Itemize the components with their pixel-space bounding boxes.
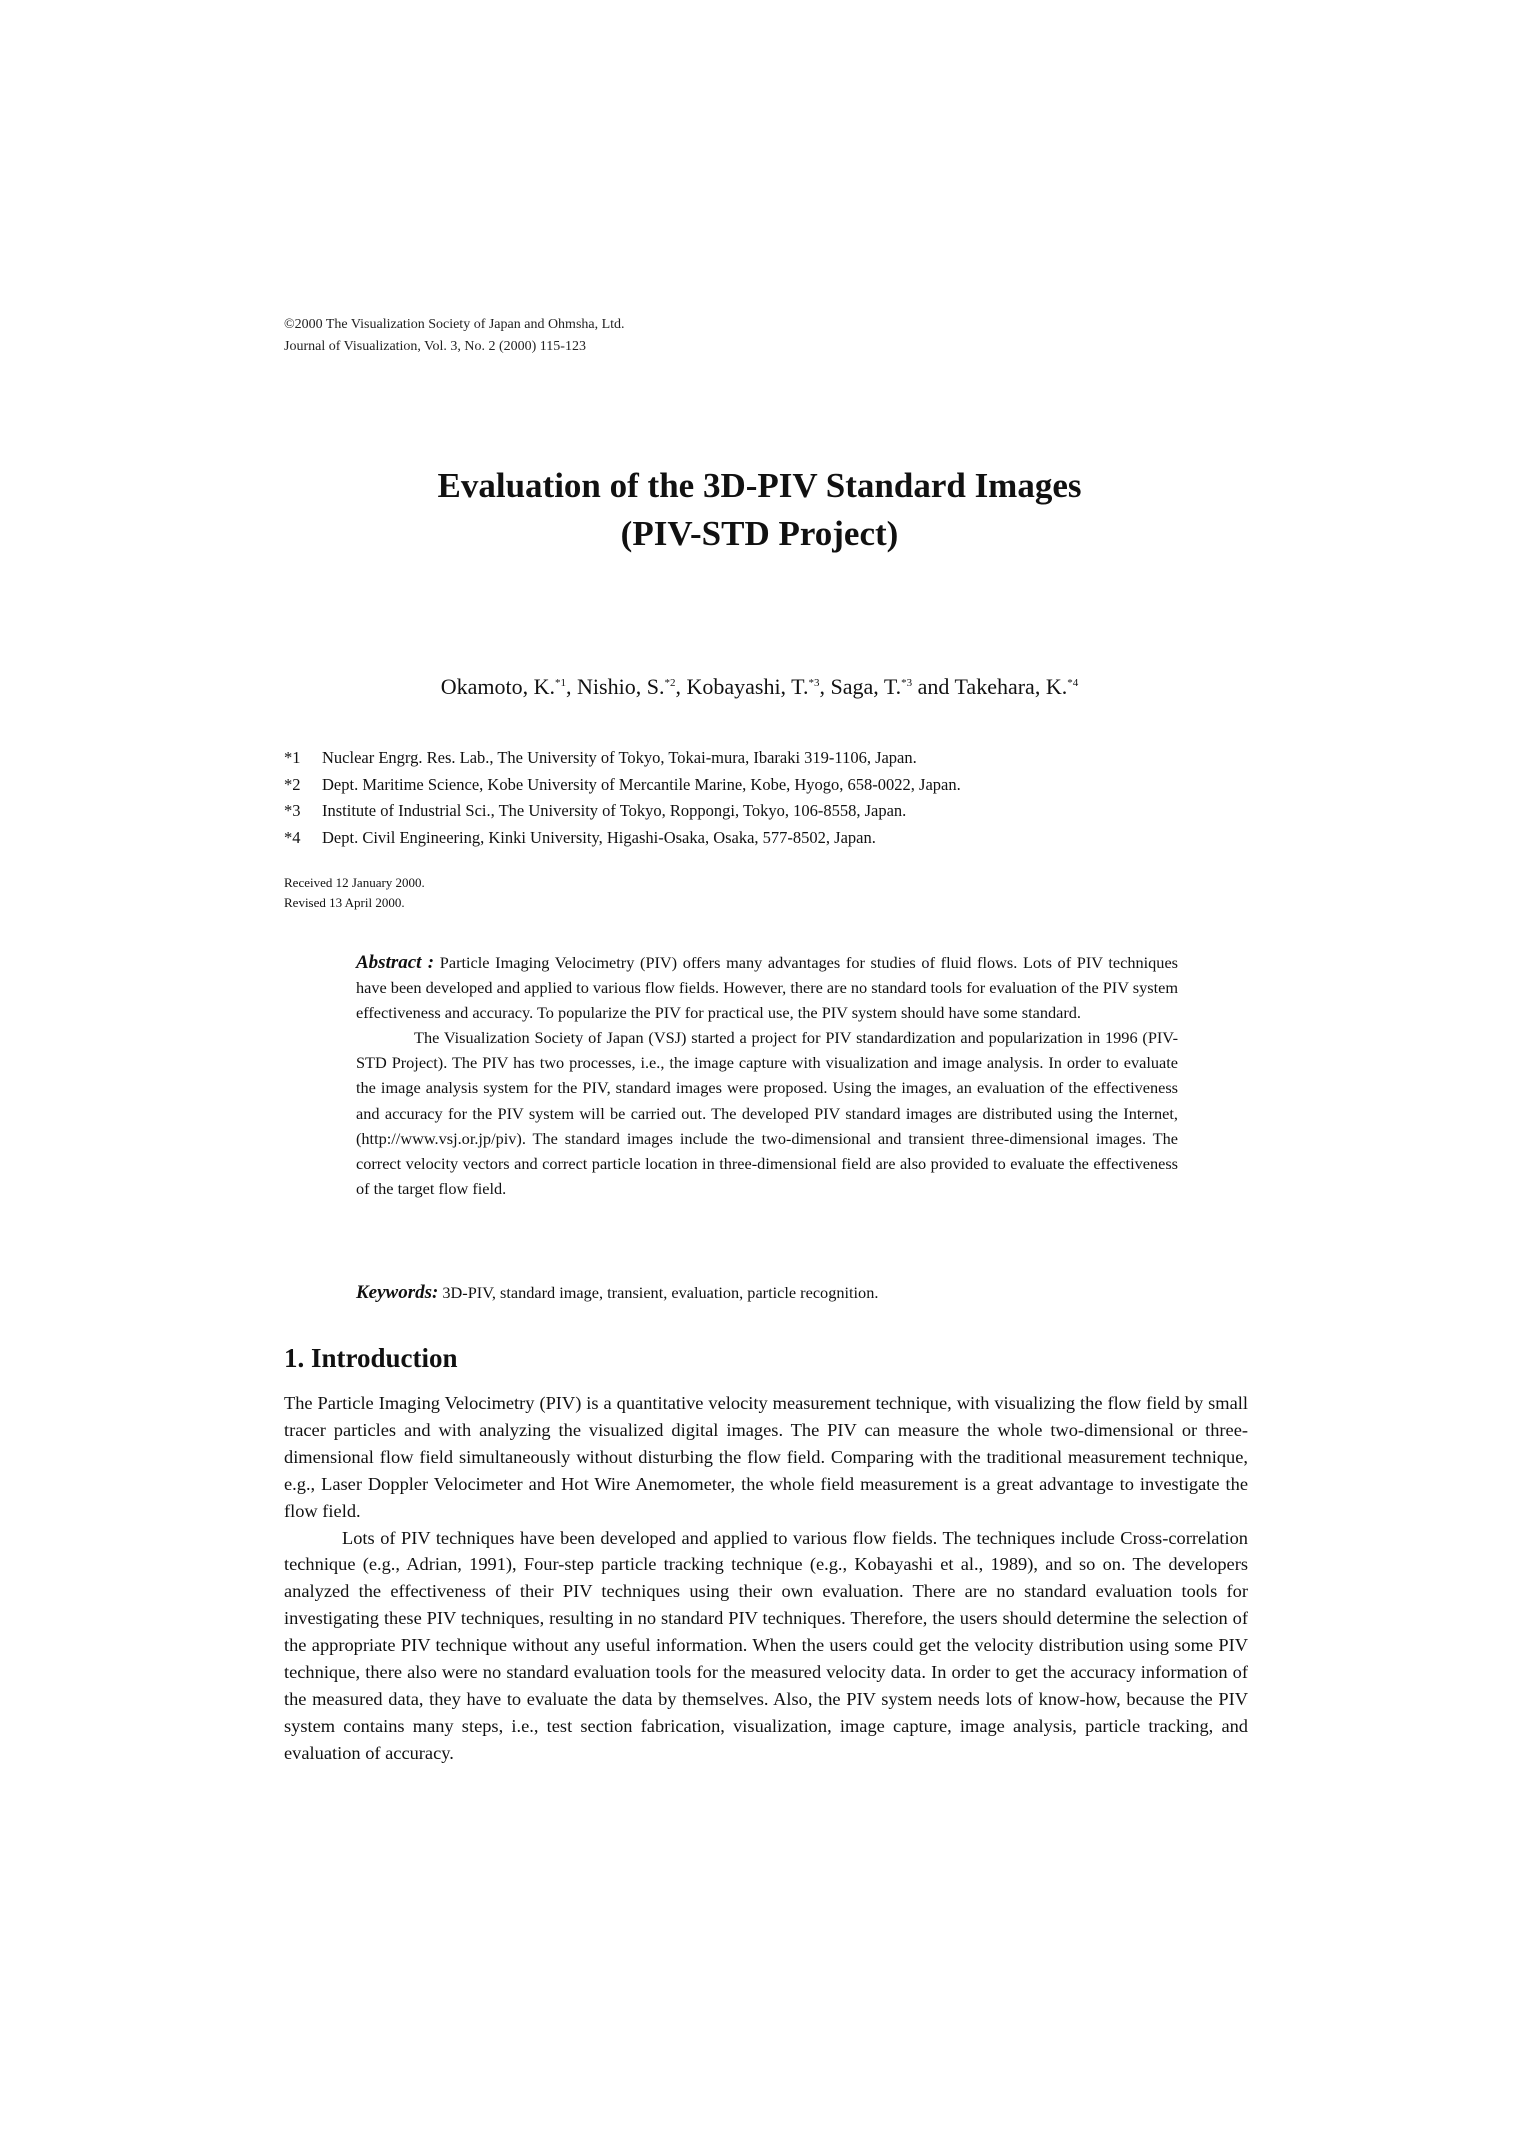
author-separator: , [675,674,687,699]
author-name: Kobayashi, T. [686,674,809,699]
author-separator: and [912,674,955,699]
introduction-paragraph-1: The Particle Imaging Velocimetry (PIV) is a quantitative velocity measurement technique, with visualizing the flow field by small tracer particles and with analyzing the visualized digital images. The PIV can measure the whole two-dimensional or three-dimensional flow field simultaneously without disturbing the flow field. Comparing with the traditional measurement technique, e.g., Laser Doppler Velocimeter and Hot Wire Anemometer, the whole field measurement is a great advantage to investigate the flow field. [284,1393,1248,1521]
keywords-text: 3D-PIV, standard image, transient, evaluation, particle recognition. [442,1283,879,1302]
author-name: Okamoto, K. [440,674,556,699]
abstract-paragraph-1 [356,950,1178,1025]
journal-masthead [284,314,625,358]
copyright-line: ©2000 The Visualization Society of Japan and Ohmsha, Ltd. [284,317,625,332]
keywords-label: Keywords: [356,1282,439,1303]
title-line-1: Evaluation of the 3D-PIV Standard Images [437,466,1082,505]
abstract-label: Abstract : [356,952,435,973]
abstract-text-1: Particle Imaging Velocimetry (PIV) offers many advantages for studies of fluid flows. Lots of PIV techniques have been developed and applied to various flow fields. However, there are no standard tools for evaluation of the PIV system effectiveness and accuracy. To popularize the PIV for practical use, the PIV system should have some standard. [356,953,1179,1023]
affiliation-item [284,745,961,772]
paper-title [0,462,1519,558]
section-heading-introduction: 1. Introduction [284,1343,458,1373]
author-affiliation-mark: *1 [555,677,567,689]
author-name: Nishio, S. [577,674,665,699]
introduction-paragraph-2: Lots of PIV techniques have been developed and applied to various flow fields. The techniques include Cross-correlation technique (e.g., Adrian, 1991), Four-step particle tracking technique (e.g., Kobayashi et al., 1989), and so on. The developers analyzed the effectiveness of their PIV techniques using their own evaluation. There are no standard evaluation tools for investigating these PIV techniques, resulting in no standard PIV techniques. Therefore, the users should determine the selection of the appropriate PIV technique without any useful information. When the users could get the velocity distribution using some PIV technique, there also were no standard evaluation tools for the measured velocity data. In order to get the accuracy information of the measured data, they have to evaluate the data by themselves. Also, the PIV system needs lots of know-how, because the PIV system contains many steps, i.e., test section fabrication, visualization, image capture, image analysis, particle tracking, and evaluation of accuracy. [284,1527,1248,1763]
author-affiliation-mark: *3 [901,677,913,689]
affiliation-mark: *4 [284,827,301,847]
affiliation-list [284,745,961,851]
affiliation-mark: *1 [284,748,301,767]
journal-citation: Journal of Visualization, Vol. 3, No. 2 (2000) 115-123 [284,339,586,354]
title-line-2: (PIV-STD Project) [620,514,899,553]
affiliation-text: Nuclear Engrg. Res. Lab., The University of Tokyo, Tokai-mura, Ibaraki 319-1106, Japan. [322,748,917,767]
submission-dates [284,873,425,913]
author-separator: , [819,674,831,699]
introduction-body [284,1390,1248,1767]
author-affiliation-mark: *3 [808,677,820,689]
affiliation-text: Institute of Industrial Sci., The University of Tokyo, Roppongi, Tokyo, 106-8558, Japan. [322,801,907,820]
affiliation-item [284,772,961,799]
author-name: Takehara, K. [954,674,1068,699]
author-affiliation-mark: *2 [664,677,676,689]
author-name: Saga, T. [830,674,902,699]
abstract [356,950,1178,1201]
affiliation-item [284,825,961,852]
affiliation-text: Dept. Maritime Science, Kobe University of Mercantile Marine, Kobe, Hyogo, 658-0022, Japan. [322,774,961,794]
keywords [356,1280,1178,1305]
received-date: Received 12 January 2000. [284,875,425,890]
author-separator: , [566,674,578,699]
affiliation-mark: *2 [284,774,301,794]
affiliation-item [284,798,961,825]
author-affiliation-mark: *4 [1067,677,1079,689]
abstract-paragraph-2: The Visualization Society of Japan (VSJ) started a project for PIV standardization and popularization in 1996 (PIV-STD Project). The PIV has two processes, i.e., the image capture with visualization and image analysis. In order to evaluate the image analysis system for the PIV, standard images were proposed. Using the images, an evaluation of the effectiveness and accuracy for the PIV system will be carried out. The developed PIV standard images are distributed using the Internet, (http://www.vsj.or.jp/piv). The standard images include the two-dimensional and transient three-dimensional images. The correct velocity vectors and correct particle location in three-dimensional field are also provided to evaluate the effectiveness of the target flow field. [356,1028,1178,1198]
affiliation-text: Dept. Civil Engineering, Kinki University, Higashi-Osaka, Osaka, 577-8502, Japan. [322,827,876,847]
revised-date: Revised 13 April 2000. [284,895,405,910]
affiliation-mark: *3 [284,801,301,820]
author-list [0,669,1519,701]
